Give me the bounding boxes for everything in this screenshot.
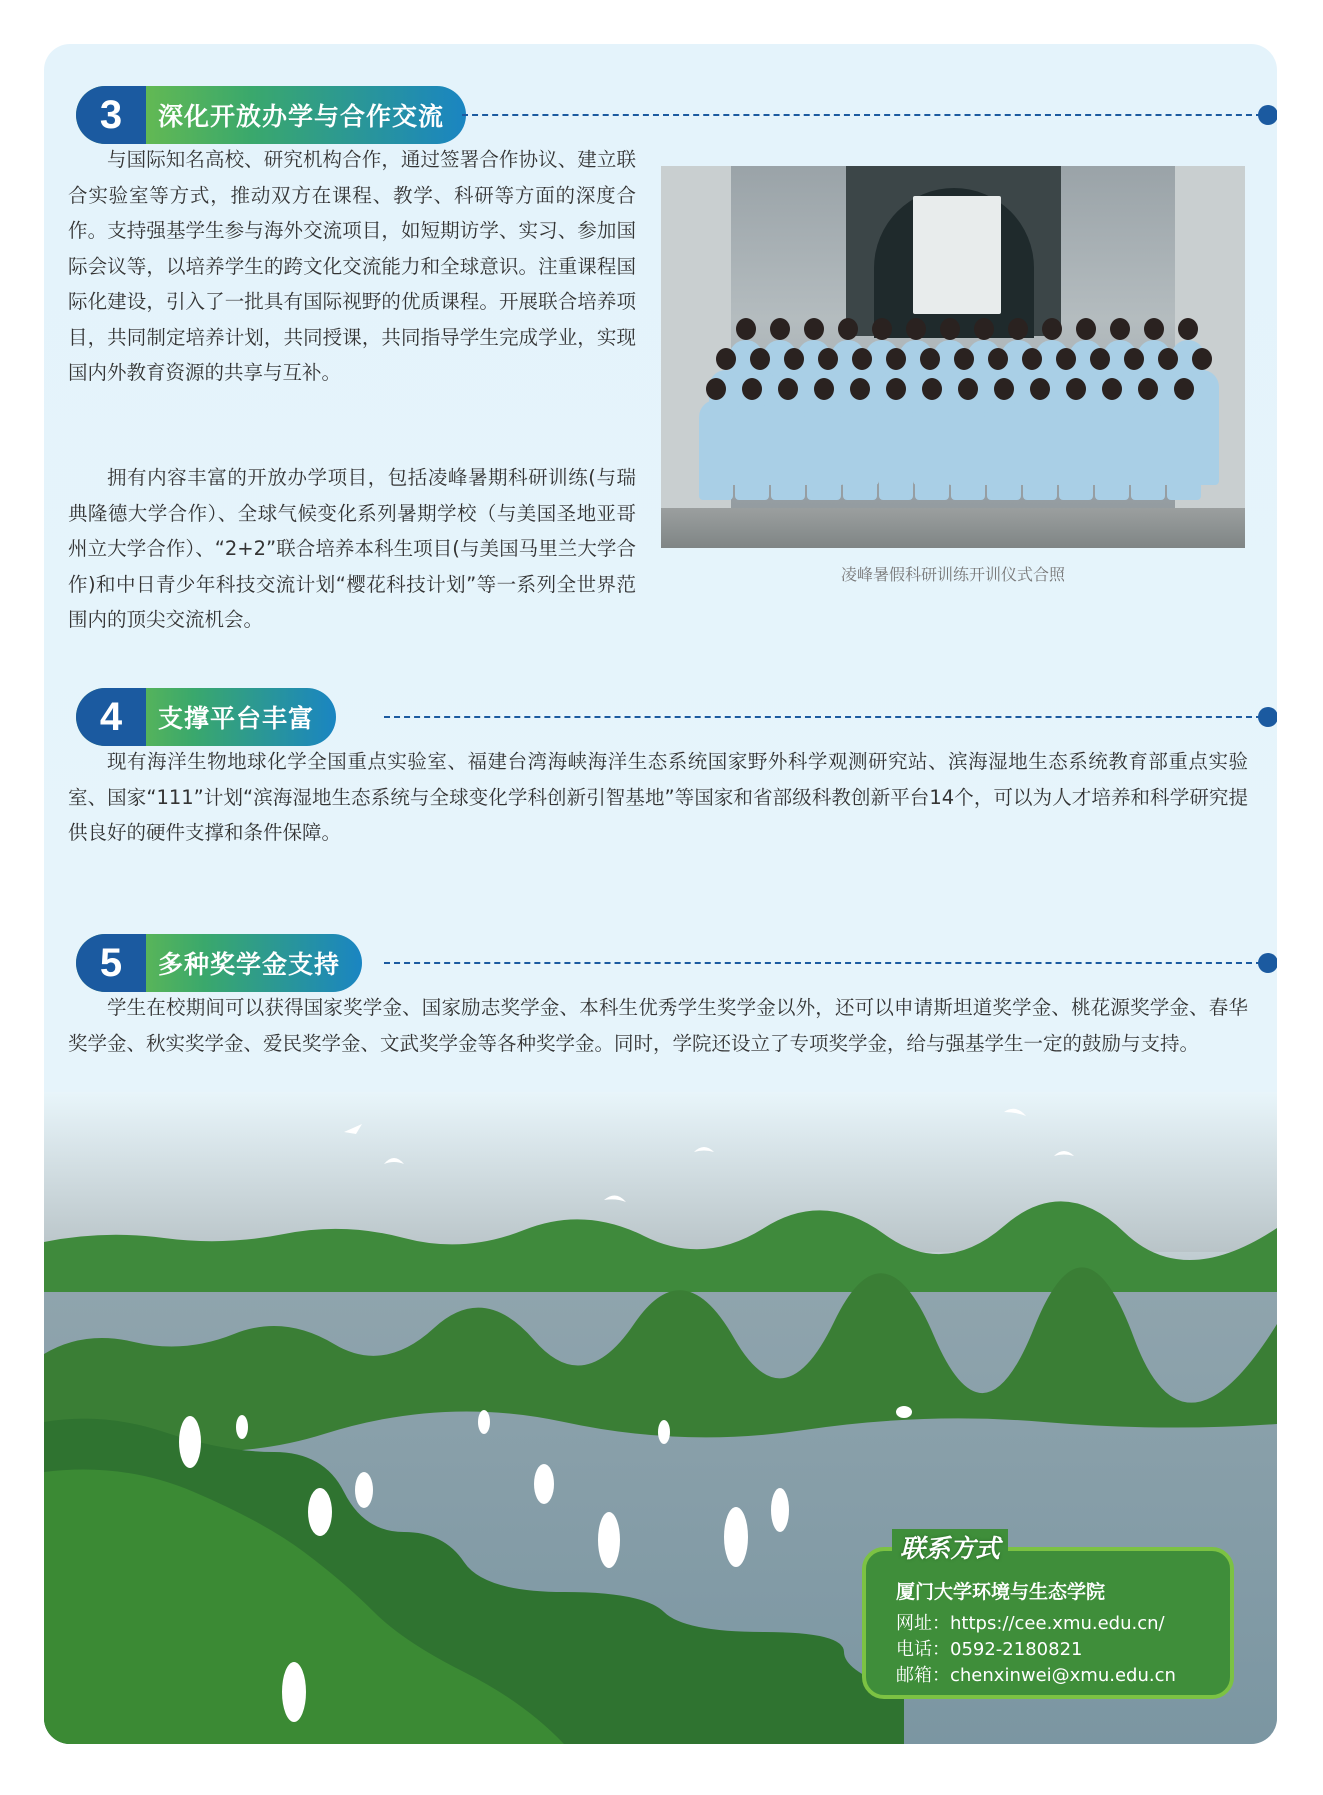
photo-person-head <box>1158 348 1178 370</box>
egret <box>236 1415 248 1439</box>
photo-person-head <box>940 318 960 340</box>
egret <box>598 1512 620 1568</box>
photo-person-head <box>1110 318 1130 340</box>
photo-person-head <box>838 318 858 340</box>
section5-pill <box>76 934 362 992</box>
photo-person-head <box>886 378 906 400</box>
photo-person <box>1023 400 1057 500</box>
egret <box>771 1488 789 1532</box>
section3-divider <box>462 114 1262 116</box>
section5-paragraph: 学生在校期间可以获得国家奖学金、国家励志奖学金、本科生优秀学生奖学金以外，还可以申请斯坦道奖学金、桃花源奖学金、春华奖学金、秋实奖学金、爱民奖学金、文武奖学金等各种奖学金。同时，学院还设立了专项奖学金，给与强基学生一定的鼓励与支持。 <box>68 996 1248 1055</box>
photo-person-head <box>922 378 942 400</box>
photo-person <box>843 400 877 500</box>
contact-org-name: 厦门大学环境与生态学院 <box>896 1581 1106 1603</box>
section4-paragraph: 现有海洋生物地球化学全国重点实验室、福建台湾海峡海洋生态系统国家野外科学观测研究站、滨海湿地生态系统教育部重点实验室、国家“111”计划“滨海湿地生态系统与全球变化学科创新引智基地”等国家和省部级科教创新平台14个，可以为人才培养和科学研究提供良好的硬件支撑和条件保障。 <box>68 750 1248 844</box>
photo-person-head <box>1192 348 1212 370</box>
section4-divider <box>384 716 1262 718</box>
photo-person-head <box>1030 378 1050 400</box>
photo-caption: 凌峰暑假科研训练开训仪式合照 <box>840 565 1065 584</box>
section3-header <box>76 86 1276 144</box>
section3-title: 深化开放办学与合作交流 <box>158 102 445 131</box>
photo-person <box>951 400 985 500</box>
photo-person-head <box>852 348 872 370</box>
photo-person-head <box>804 318 824 340</box>
photo-person-head <box>742 378 762 400</box>
section5-header <box>76 934 1276 992</box>
contact-website[interactable]: 网址：https://cee.xmu.edu.cn/ <box>896 1613 1165 1634</box>
photo-person-head <box>1066 378 1086 400</box>
photo-person-head <box>736 318 756 340</box>
photo-person-head <box>784 348 804 370</box>
photo-person-head <box>958 378 978 400</box>
egret <box>534 1464 554 1504</box>
photo-person-head <box>954 348 974 370</box>
photo-person-head <box>814 378 834 400</box>
egret <box>355 1472 373 1508</box>
section3-pill <box>76 86 466 144</box>
section4-title: 支撑平台丰富 <box>158 704 315 733</box>
photo-person <box>771 400 805 500</box>
section5-divider-dot <box>1258 953 1277 973</box>
section3-number: 3 <box>76 86 146 144</box>
photo-person-head <box>1124 348 1144 370</box>
photo-person-head <box>994 378 1014 400</box>
photo-person-head <box>706 378 726 400</box>
photo-person <box>915 400 949 500</box>
photo-person-head <box>750 348 770 370</box>
page-card <box>44 44 1277 1744</box>
photo-person-head <box>770 318 790 340</box>
egret <box>308 1488 332 1536</box>
section5-divider <box>384 962 1262 964</box>
photo-person-head <box>872 318 892 340</box>
photo-person-head <box>1090 348 1110 370</box>
photo-person-head <box>988 348 1008 370</box>
photo-person <box>807 400 841 500</box>
egret <box>179 1416 201 1468</box>
photo-person-head <box>1022 348 1042 370</box>
photo-person <box>1095 400 1129 500</box>
section4-number: 4 <box>76 688 146 746</box>
section4-header <box>76 688 1276 746</box>
photo-person-head <box>1056 348 1076 370</box>
photo-person <box>1131 400 1165 500</box>
photo-person-head <box>716 348 736 370</box>
egret <box>658 1420 670 1444</box>
section3-paragraph-2: 拥有内容丰富的开放办学项目，包括凌峰暑期科研训练(与瑞典隆德大学合作）、全球气候变化系列暑期学校（与美国圣地亚哥州立大学合作）、“2+2”联合培养本科生项目(与美国马里兰大学合作)和中日青少年科技交流计划“樱花科技计划”等一系列全世界范围内的顶尖交流机会。 <box>68 466 636 631</box>
section5-title: 多种奖学金支持 <box>158 950 341 979</box>
photo-person-head <box>1174 378 1194 400</box>
photo-person-head <box>1102 378 1122 400</box>
photo-person-head <box>1008 318 1028 340</box>
photo-person <box>735 400 769 500</box>
photo-crowd <box>699 316 1209 531</box>
photo-person-head <box>906 318 926 340</box>
photo-person <box>879 400 913 500</box>
photo-person <box>699 400 733 500</box>
photo-banner <box>913 196 1001 314</box>
section4-divider-dot <box>1258 707 1277 727</box>
photo-person-head <box>1178 318 1198 340</box>
contact-email[interactable]: 邮箱：chenxinwei@xmu.edu.cn <box>896 1665 1176 1686</box>
photo-person-head <box>850 378 870 400</box>
photo-person-head <box>818 348 838 370</box>
photo-person-head <box>1138 378 1158 400</box>
group-photo <box>661 166 1245 548</box>
egret <box>896 1406 912 1418</box>
photo-person <box>987 400 1021 500</box>
contact-phone: 电话：0592-2180821 <box>896 1639 1083 1660</box>
contact-box <box>862 1534 1234 1699</box>
photo-person-head <box>920 348 940 370</box>
section3-divider-dot <box>1258 105 1277 125</box>
photo-person-head <box>1042 318 1062 340</box>
photo-person-head <box>974 318 994 340</box>
section5-number: 5 <box>76 934 146 992</box>
section3-paragraph-1: 与国际知名高校、研究机构合作，通过签署合作协议、建立联合实验室等方式，推动双方在课程、教学、科研等方面的深度合作。支持强基学生参与海外交流项目，如短期访学、实习、参加国际会议等，以培养学生的跨文化交流能力和全球意识。注重课程国际化建设，引入了一批具有国际视野的优质课程。开展联合培养项目，共同制定培养计划，共同授课，共同指导学生完成学业，实现国内外教育资源的共享与互补。 <box>68 148 636 384</box>
photo-person-head <box>1144 318 1164 340</box>
egret <box>724 1507 748 1567</box>
photo-person-head <box>778 378 798 400</box>
photo-person-head <box>1076 318 1096 340</box>
egret <box>478 1410 490 1434</box>
section4-pill <box>76 688 336 746</box>
photo-person <box>1059 400 1093 500</box>
contact-title: 联系方式 <box>892 1529 1008 1565</box>
photo-person <box>1167 400 1201 500</box>
egret <box>282 1662 306 1722</box>
photo-person-head <box>886 348 906 370</box>
